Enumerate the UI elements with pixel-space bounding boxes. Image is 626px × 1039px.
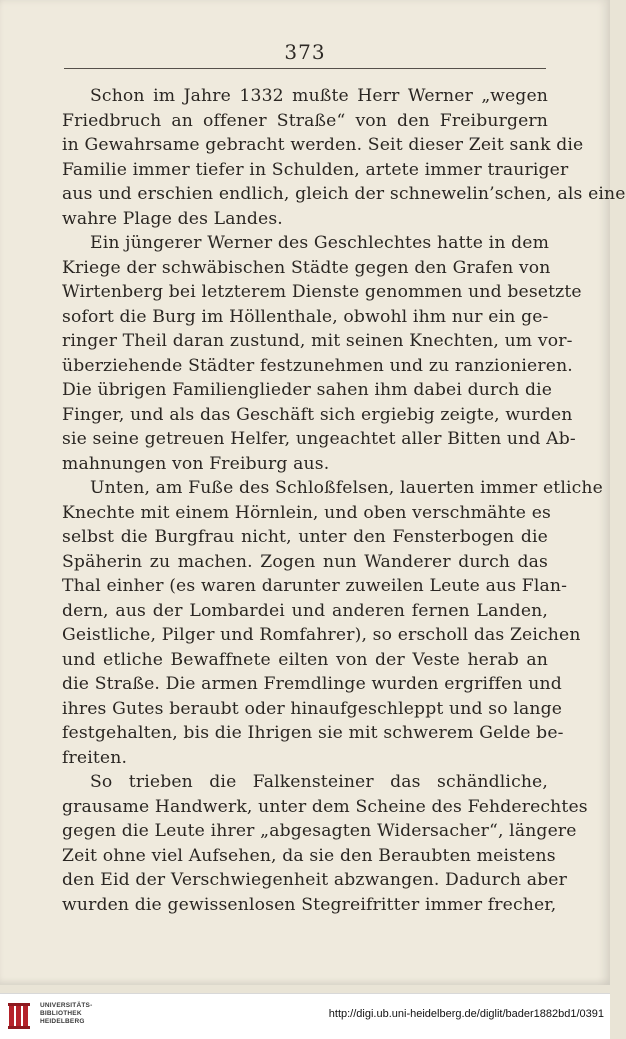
text-line: dern, aus der Lombardei und anderen fernen Landen, [62,600,548,621]
library-logo-icon[interactable] [6,1001,36,1031]
text-line: Kriege der schwäbischen Städte gegen den Grafen von [62,257,551,278]
text-line: Die übrigen Familienglieder sahen ihm dabei durch die [62,380,553,400]
text-line: Ein jüngerer Werner des Geschlechtes hatte in dem [90,233,550,253]
library-name-line: UNIVERSITÄTS- [40,1002,93,1009]
text-line: aus und erschien endlich, gleich der schnewelin’schen, als eine [62,184,626,204]
text-line: überziehende Städter festzunehmen und zu ranzionieren. [62,355,573,376]
text-line: wurden die gewissenlosen Stegreifritter immer frecher, [62,894,557,915]
body-text [62,84,626,917]
text-line: Familie immer tiefer in Schulden, artete immer trauriger [62,159,569,180]
text-line: sofort die Burg im Höllenthale, obwohl ihm nur ein ge- [62,306,549,327]
text-line: So trieben die Falkensteiner das schändliche, [90,772,548,792]
library-name-line: BIBLIOTHEK [40,1010,82,1017]
text-line: den Eid der Verschwiegenheit abzwangen. Dadurch aber [62,870,567,890]
text-line: grausame Handwerk, unter dem Scheine des Fehderechtes [62,796,588,817]
text-line: freiten. [62,747,128,768]
text-line: Schon im Jahre 1332 mußte Herr Werner „wegen [90,86,548,106]
text-line: wahre Plage des Landes. [62,208,283,229]
text-line: festgehalten, bis die Ihrigen sie mit schwerem Gelde be- [62,723,564,743]
text-line: Späherin zu machen. Zogen nun Wanderer durch das [62,551,548,572]
text-line: Friedbruch an offener Straße“ von den Freiburgern [62,110,548,131]
text-line: sie seine getreuen Helfer, ungeachtet aller Bitten und Ab- [62,429,576,449]
library-name-line: HEIDELBERG [40,1018,85,1025]
viewer-footer [0,993,610,1039]
text-line: Geistliche, Pilger und Romfahrer), so erscholl das Zeichen [62,625,581,645]
library-name[interactable] [40,1002,92,1026]
text-line: die Straße. Die armen Fremdlinge wurden ergriffen und [62,674,562,694]
text-line: Thal einher (es waren darunter zuweilen Leute aus Flan- [62,576,568,596]
text-line: Zeit ohne viel Aufsehen, da sie den Beraubten meistens [62,845,556,866]
page-number: 373 [284,40,326,64]
text-line: ihres Gutes beraubt oder hinaufgeschleppt und so lange [62,698,563,719]
text-line: und etliche Bewaffnete eilten von der Veste herab an [62,649,548,670]
text-line: Unten, am Fuße des Schloßfelsen, lauerten immer etliche [90,478,603,498]
text-line: Finger, und als das Geschäft sich ergiebig zeigte, wurden [62,404,573,425]
text-line: Knechte mit einem Hörnlein, und oben verschmähte es [62,502,552,523]
text-line: mahnungen von Freiburg aus. [62,453,330,474]
document-url-link[interactable]: http://digi.ub.uni-heidelberg.de/diglit/bader1882bd1/0391 [328,1008,604,1020]
text-line: Wirtenberg bei letzterem Dienste genommen und besetzte [62,282,582,302]
text-line: gegen die Leute ihrer „abgesagten Widersacher“, längere [62,821,577,841]
text-line: selbst die Burgfrau nicht, unter den Fensterbogen die [62,527,548,547]
header-rule [64,68,546,69]
text-line: ringer Theil daran zustund, mit seinen Knechten, um vor- [62,331,573,351]
text-line: in Gewahrsame gebracht werden. Seit dieser Zeit sank die [62,135,584,155]
